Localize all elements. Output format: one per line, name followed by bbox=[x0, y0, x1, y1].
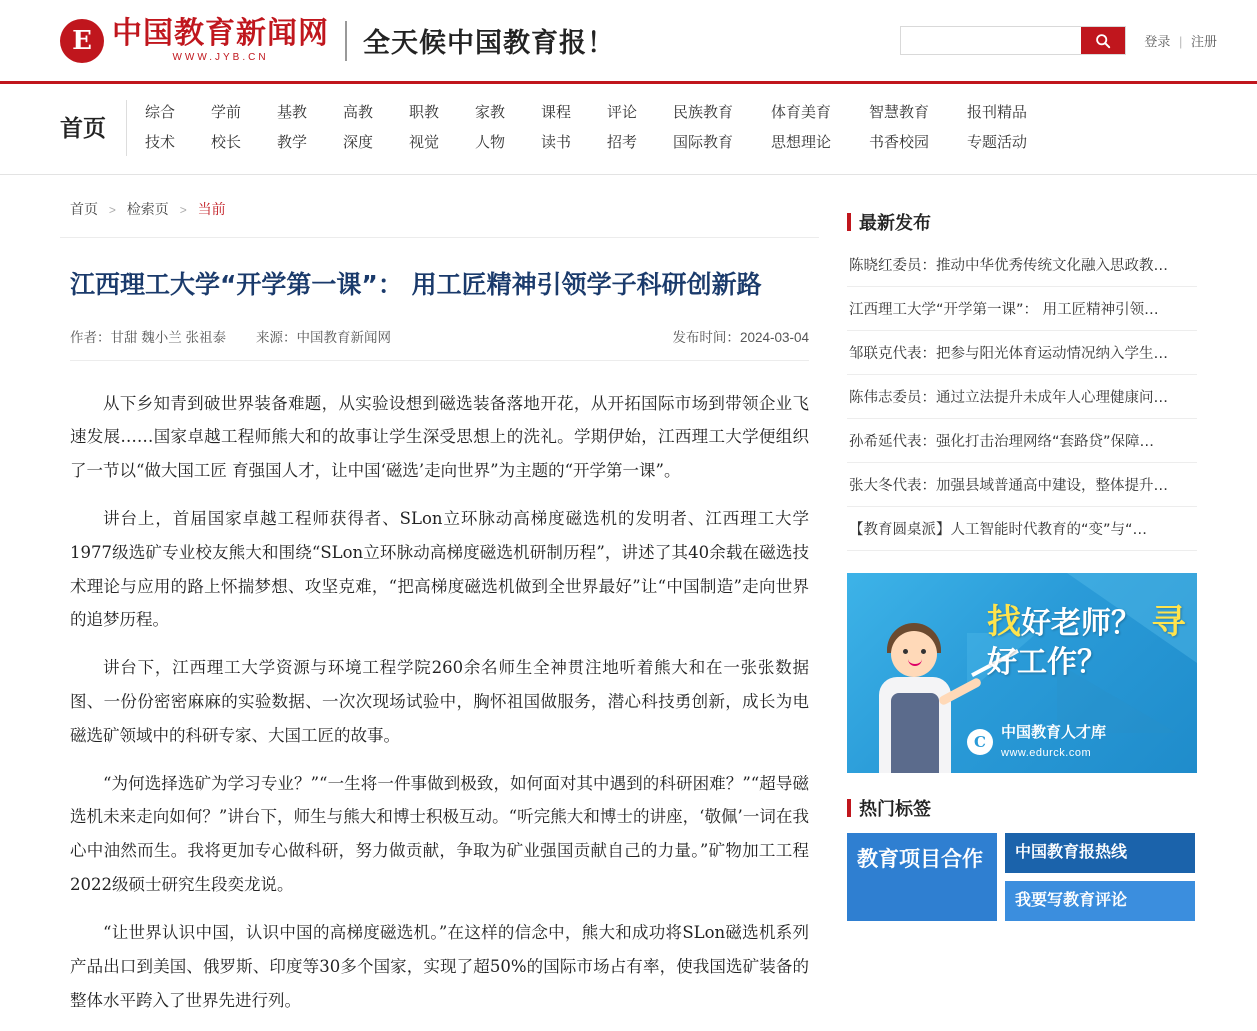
hot-tag-tile-comment[interactable]: 我要写教育评论 bbox=[1005, 881, 1195, 921]
login-link[interactable]: 登录 bbox=[1144, 34, 1171, 49]
section-accent-bar bbox=[847, 799, 851, 817]
nav-columns bbox=[145, 98, 1065, 158]
nav-column bbox=[145, 98, 189, 158]
auth-links bbox=[1144, 31, 1217, 50]
article-paragraph: 讲台下，江西理工大学资源与环境工程学院260余名师生全神贯注地听着熊大和在一张张数据图、一份份密密麻麻的实验数据、一次次现场试验中，胸怀祖国做服务，潜心科技勇创新，成长为电磁选矿领域中的科研专家、大国工匠的故事。 bbox=[70, 658, 809, 745]
ad-headline-2-rest: 好工作？ bbox=[987, 644, 1107, 680]
ad-brand bbox=[967, 723, 1106, 761]
nav-link-jishu[interactable]: 技术 bbox=[145, 134, 176, 151]
article-paragraph: 从下乡知青到破世界装备难题，从实验设想到磁选装备落地开花，从开拓国际市场到带领企业飞速发展……国家卓越工程师熊大和的故事让学生深受思想上的洗礼。学期伊始，江西理工大学便组织了一节以“做大国工匠 育强国人才，让中国‘磁选’走向世界”为主题的“开学第一课”。 bbox=[70, 393, 809, 481]
logo-divider bbox=[345, 21, 347, 61]
list-item[interactable] bbox=[847, 419, 1197, 463]
nav-link-zhuantihuodong[interactable]: 专题活动 bbox=[967, 134, 1028, 151]
nav-column bbox=[277, 98, 321, 158]
hot-tag-tile-hotline[interactable]: 中国教育报热线 bbox=[1005, 833, 1195, 873]
logo-title: 中国教育新闻网 bbox=[112, 15, 329, 51]
article bbox=[60, 238, 819, 1017]
breadcrumb-separator: > bbox=[108, 203, 116, 217]
nav-column bbox=[607, 98, 651, 158]
section-accent-bar bbox=[847, 213, 851, 231]
latest-news-header bbox=[847, 209, 1197, 235]
list-item[interactable] bbox=[847, 463, 1197, 507]
latest-news-block bbox=[847, 209, 1197, 551]
nav-link-gaojiao[interactable]: 高教 bbox=[343, 104, 374, 121]
breadcrumb-item-home[interactable]: 首页 bbox=[70, 201, 98, 217]
breadcrumb-item-current: 当前 bbox=[197, 201, 226, 217]
nav-link-tiyumeiyu[interactable]: 体育美育 bbox=[771, 104, 832, 121]
nav-item-home[interactable]: 首页 bbox=[60, 100, 127, 156]
header-right bbox=[900, 26, 1217, 55]
list-item[interactable] bbox=[847, 287, 1197, 331]
article-paragraph: “为何选择选矿为学习专业？”“一生将一件事做到极致，如何面对其中遇到的科研困难？”“超导磁选机未来走向如何？”讲台下，师生与熊大和博士积极互动。“听完熊大和博士的讲座，‘敬佩’一词在我心中油然而生。我将更加专心做科研，努力做贡献，争取为矿业强国贡献自己的力量。”矿物加工工程2022级硕士研究生段奕龙说。 bbox=[70, 773, 809, 895]
search-box[interactable] bbox=[900, 26, 1126, 55]
list-item[interactable] bbox=[847, 507, 1197, 551]
nav-link-dushu[interactable]: 读书 bbox=[541, 134, 572, 151]
search-button[interactable] bbox=[1081, 27, 1125, 54]
nav-link-xiaozhang[interactable]: 校长 bbox=[211, 134, 242, 151]
nav-link-xueqian[interactable]: 学前 bbox=[211, 104, 242, 121]
article-source-label: 来源： bbox=[256, 329, 297, 345]
list-item[interactable] bbox=[847, 331, 1197, 375]
nav-link-baokanjingpin[interactable]: 报刊精品 bbox=[967, 104, 1028, 121]
article-author bbox=[70, 326, 226, 346]
hot-tags-title: 热门标签 bbox=[859, 799, 931, 819]
ad-brand-url: www.edurck.com bbox=[1001, 746, 1092, 759]
nav-link-pinglun[interactable]: 评论 bbox=[607, 104, 638, 121]
article-body bbox=[70, 361, 809, 1018]
article-paragraph: 讲台上，首届国家卓越工程师获得者、SLon立环脉动高梯度磁选机的发明者、江西理工大学1977级选矿专业校友熊大和围绕“SLon立环脉动高梯度磁选机研制历程”，讲述了其40余载在磁选技术理论与应用的路上怀揣梦想、攻坚克难，“把高梯度磁选机做到全世界最好”让“中国制造”走向世界的追梦历程。 bbox=[70, 508, 809, 630]
site-slogan: 全天候中国教育报！ bbox=[363, 28, 615, 59]
nav-column bbox=[541, 98, 585, 158]
hot-tags-block bbox=[847, 795, 1197, 921]
nav-column bbox=[409, 98, 453, 158]
article-date bbox=[672, 326, 809, 346]
hot-tag-tile-cooperation[interactable]: 教育项目合作 bbox=[847, 833, 997, 921]
news-link[interactable]: 邹联克代表：把参与阳光体育运动情况纳入学生… bbox=[849, 346, 1168, 362]
ad-text bbox=[987, 601, 1197, 681]
article-author-label: 作者： bbox=[70, 329, 111, 345]
article-meta bbox=[70, 326, 809, 361]
search-input[interactable] bbox=[901, 27, 1081, 54]
illustration-vest bbox=[891, 693, 939, 773]
illustration-eye bbox=[903, 649, 908, 654]
article-source-value: 中国教育新闻网 bbox=[296, 329, 392, 345]
search-icon bbox=[1095, 33, 1111, 49]
nav-link-jijiao[interactable]: 基教 bbox=[277, 104, 308, 121]
illustration-eye bbox=[921, 649, 926, 654]
nav-link-zhijiao[interactable]: 职教 bbox=[409, 104, 440, 121]
hot-tags-header bbox=[847, 795, 1197, 821]
ad-headline-1-rest: 好老师？ bbox=[1021, 606, 1141, 641]
nav-link-sixianglilun[interactable]: 思想理论 bbox=[771, 134, 832, 151]
article-title: 江西理工大学“开学第一课”： 用工匠精神引领学子科研创新路 bbox=[70, 270, 762, 299]
nav-column bbox=[475, 98, 519, 158]
register-link[interactable]: 注册 bbox=[1190, 34, 1217, 49]
logo-subtitle: WWW.JYB.CN bbox=[172, 51, 269, 63]
nav-link-zhihuijiaoyu[interactable]: 智慧教育 bbox=[869, 104, 930, 121]
site-logo[interactable] bbox=[60, 15, 329, 63]
ad-headline-1 bbox=[987, 602, 1151, 642]
latest-news-title: 最新发布 bbox=[859, 213, 931, 233]
nav-link-zonghe[interactable]: 综合 bbox=[145, 104, 176, 121]
ad-brand-logo-icon: C bbox=[967, 729, 993, 755]
nav-column bbox=[673, 98, 749, 158]
list-item[interactable] bbox=[847, 375, 1197, 419]
article-author-value: 甘甜 魏小兰 张祖泰 bbox=[110, 329, 227, 345]
nav-link-kecheng[interactable]: 课程 bbox=[541, 104, 572, 121]
breadcrumb-item-search[interactable]: 检索页 bbox=[126, 201, 169, 217]
article-date-label: 发布时间： bbox=[672, 329, 740, 345]
nav-column bbox=[869, 98, 945, 158]
ad-brand-name: 中国教育人才库 bbox=[1001, 723, 1107, 741]
nav-link-guoji[interactable]: 国际教育 bbox=[673, 134, 734, 151]
ad-banner-edurck[interactable] bbox=[847, 573, 1197, 773]
news-link[interactable]: 张大冬代表：加强县域普通高中建设，整体提升… bbox=[849, 478, 1168, 494]
news-link[interactable]: 孙希延代表：强化打击治理网络“套路贷”保障… bbox=[849, 434, 1155, 450]
breadcrumb bbox=[60, 175, 819, 238]
nav-link-shuxiangxiaoyuan[interactable]: 书香校园 bbox=[869, 134, 930, 151]
breadcrumb-separator: > bbox=[179, 203, 187, 217]
nav-link-jiaoxue[interactable]: 教学 bbox=[277, 134, 308, 151]
site-header bbox=[0, 0, 1257, 84]
news-link[interactable]: 【教育圆桌派】人工智能时代教育的“变”与“… bbox=[849, 522, 1148, 538]
nav-link-minzu[interactable]: 民族教育 bbox=[673, 104, 734, 121]
nav-link-shijue[interactable]: 视觉 bbox=[409, 134, 440, 151]
article-date-value: 2024-03-04 bbox=[739, 329, 809, 345]
nav-link-shendu[interactable]: 深度 bbox=[343, 134, 374, 151]
news-link[interactable]: 陈伟志委员：通过立法提升未成年人心理健康问… bbox=[849, 390, 1168, 406]
latest-news-list bbox=[847, 243, 1197, 551]
ad-headline-2-highlight: 寻 bbox=[1151, 602, 1186, 642]
main-nav bbox=[0, 84, 1257, 175]
nav-link-jiajiao[interactable]: 家教 bbox=[475, 104, 506, 121]
nav-link-renwu[interactable]: 人物 bbox=[475, 134, 506, 151]
illustration-head bbox=[891, 631, 937, 677]
nav-column bbox=[771, 98, 847, 158]
content-area bbox=[0, 175, 1257, 1031]
sidebar bbox=[847, 175, 1197, 1031]
list-item[interactable] bbox=[847, 243, 1197, 287]
article-paragraph: “让世界认识中国，认识中国的高梯度磁选机。”在这样的信念中，熊大和成功将SLon磁选机系列产品出口到美国、俄罗斯、印度等30多个国家，实现了超50%的国际市场占有率，使我国选矿装备的整体水平跨入了世界先进行列。 bbox=[70, 922, 809, 1010]
nav-link-zhaokao[interactable]: 招考 bbox=[607, 134, 638, 151]
main-column bbox=[60, 175, 819, 1031]
article-source bbox=[256, 326, 391, 346]
nav-column bbox=[211, 98, 255, 158]
teacher-illustration bbox=[865, 623, 970, 773]
logo-mark-icon: E bbox=[60, 19, 104, 63]
auth-separator: | bbox=[1178, 34, 1183, 49]
news-link[interactable]: 江西理工大学“开学第一课”： 用工匠精神引领… bbox=[849, 302, 1159, 318]
nav-column bbox=[967, 98, 1043, 158]
ad-headline-1-highlight: 找 bbox=[987, 602, 1021, 642]
news-link[interactable]: 陈晓红委员：推动中华优秀传统文化融入思政教… bbox=[849, 258, 1168, 274]
nav-column bbox=[343, 98, 387, 158]
logo-text bbox=[112, 15, 329, 63]
hot-tags-grid bbox=[847, 833, 1197, 921]
ad-brand-text bbox=[1001, 723, 1106, 761]
